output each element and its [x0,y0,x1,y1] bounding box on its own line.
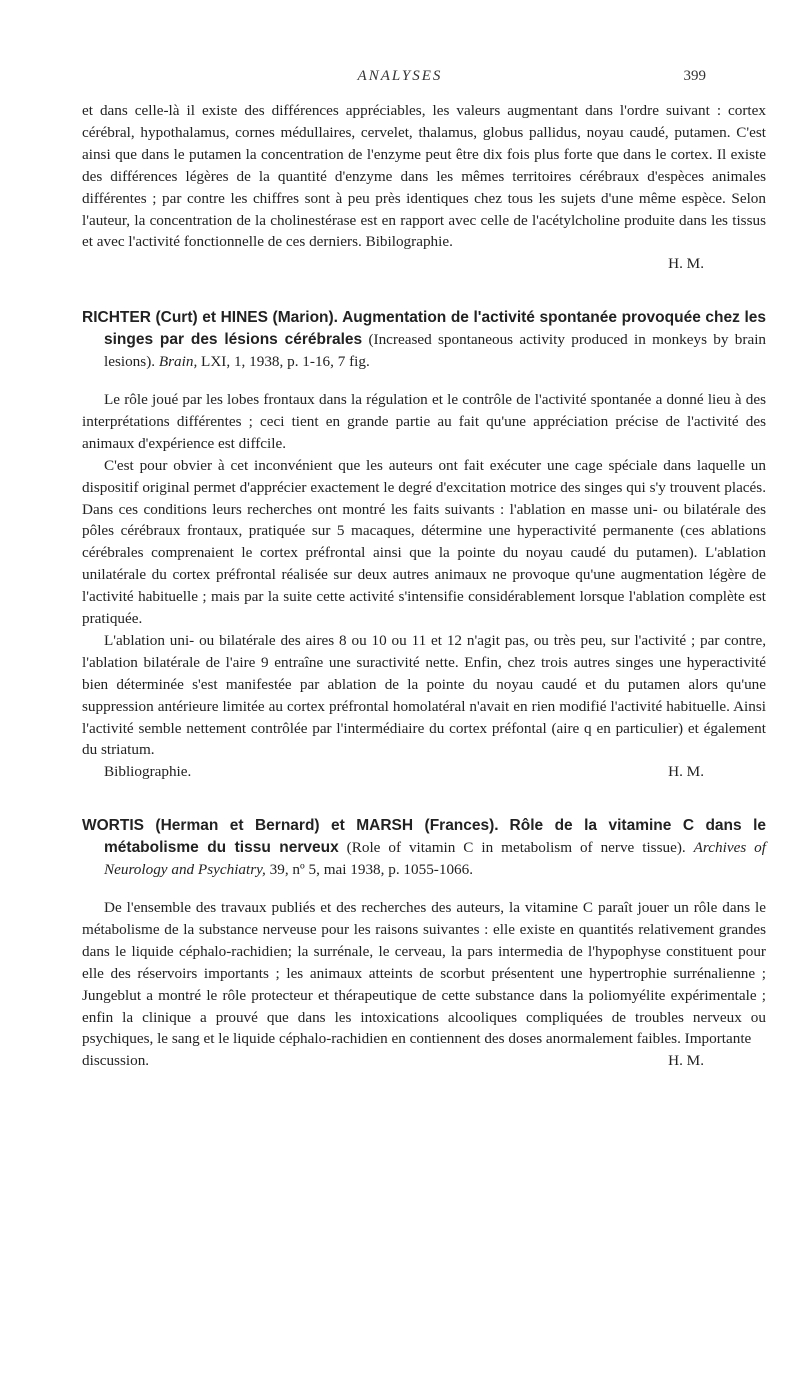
entry-title-fr: Augmentation de l'activité spontanée provoquée chez les singes par des lésions cérébrales [104,309,766,349]
entry-journal: Brain, [158,353,198,371]
continuation-paragraph: et dans celle-là il existe des différences appréciables, les valeurs augmentant dans l'ordre suivant : cortex cérébral, hypothalamus, cornes médullaires, cervelet, thalamus, globus pallidus, noyau caudé, putamen. C'est ainsi que dans le putamen la concentration de l'enzyme peut être dix fois plus forte que dans le cortex. Il existe des différences légères de la quantité d'enzyme dans les mêmes territoires cérébraux d'espèces animales différentes ; par contre les chiffres sont à peu près identiques chez tous les sujets d'une même espèce. Selon l'auteur, la concentration de la cholinestérase est en rapport avec celle de l'acétylcholine produite dans les tissus et avec l'activité fonctionnelle de ces derniers. Bibilographie. [82,102,766,251]
bibliography-note: Bibliographie. [104,763,192,781]
running-head [0,68,800,92]
abstract-paragraph: C'est pour obvier à cet inconvénient que les auteurs ont fait exécuter une cage spéciale dans laquelle un dispositif original permet d'apprécier exactement le degré d'excitation motrice des singes qui s'y trouvent placés. Dans ces conditions leurs recherches ont montré les faits suivants : l'ablation en masse uni- ou bilatérale des pôles cérébraux frontaux, pratiquée sur 5 macaques, détermine une hyperactivité permanente (ces ablations cérébrales comprenaient le cortex préfrontal ainsi que la pointe du noyau caudé du putamen). L'ablation unilatérale du cortex préfrontal réalisée sur deux autres animaux ne provoque qu'une augmentation légère de l'activité habituelle ; mais par la suite cette activité s'intensifie considérablement lorsque l'ablation complète est pratiquée. [82,456,766,628]
abstract-paragraph: Le rôle joué par les lobes frontaux dans la régulation et le contrôle de l'activité spontanée a donné lieu à des interprétations différentes ; ceci tient en grande partie au fait qu'une appréciation précise de l'activité des animaux d'expérience est diffcile. [82,390,766,452]
entry-citation: 39, nº 5, mai 1938, p. 1055-1066. [269,861,474,879]
entry-title-en: (Role of vitamin C in metabolism of nerve tissue). [346,839,686,857]
page-number: 399 [683,68,706,84]
entry-heading [82,307,766,373]
entry-title-en: (Increased spontaneous activity produced in monkeys by brain lesions). [104,331,767,371]
entry-heading [82,815,766,881]
abstract-paragraph: L'ablation uni- ou bilatérale des aires 8 ou 10 ou 11 et 12 n'agit pas, ou très peu, sur l'activité ; par contre, l'ablation bilatérale de l'aire 9 entraîne une suractivité nette. Enfin, chez trois autres singes une hyperactivité bien déterminée s'est manifestée par ablation de la pointe du noyau caudé et du putamen alors qu'une suppression antérieure limitée au cortex préfrontal homolatéral n'avait en rien modifié l'activité habituelle. Ainsi l'activité semble nettement contrôlée par l'intermédiaire du cortex préfontal (aire q en particulier) et également du striatum. [82,631,766,759]
closing-line [82,1050,766,1072]
signature: H. M. [668,763,704,781]
entry-title-fr: Rôle de la vitamine C dans le métabolisme du tissu nerveux [104,817,767,857]
signature: H. M. [668,255,704,273]
signature: H. M. [668,1052,704,1070]
bibliography-line [82,761,766,783]
entry-authors: RICHTER (Curt) et HINES (Marion). [82,309,338,327]
body-text [82,100,766,1072]
entry-authors: WORTIS (Herman et Bernard) et MARSH (Frances). [82,817,499,835]
entry-citation: LXI, 1, 1938, p. 1-16, 7 fig. [201,353,370,371]
entry-journal: Archives of Neurology and Psychiatry, [104,839,766,879]
running-title: ANALYSES [357,68,443,84]
closing-text: discussion. [82,1052,150,1070]
abstract-paragraph: De l'ensemble des travaux publiés et des recherches des auteurs, la vitamine C paraît jouer un rôle dans le métabolisme de la substance nerveuse pour les raisons suivantes : elle existe en quantités relativement grandes dans le liquide céphalo-rachidien; la surrénale, le cerveau, la pars intermedia de l'hypophyse constituent pour elle des réservoirs importants ; les animaux atteints de scorbut présentent une hypertrophie surrénalienne ; Jungeblut a montré le rôle protecteur et thérapeutique de cette substance dans la poliomyélite expérimentale ; enfin la clinique a prouvé que dans les intoxications alcooliques compliquées de troubles nerveux ou psychiques, le sang et le liquide céphalo-rachidien en contiennent des doses anormalement faibles. Importante [82,899,766,1048]
